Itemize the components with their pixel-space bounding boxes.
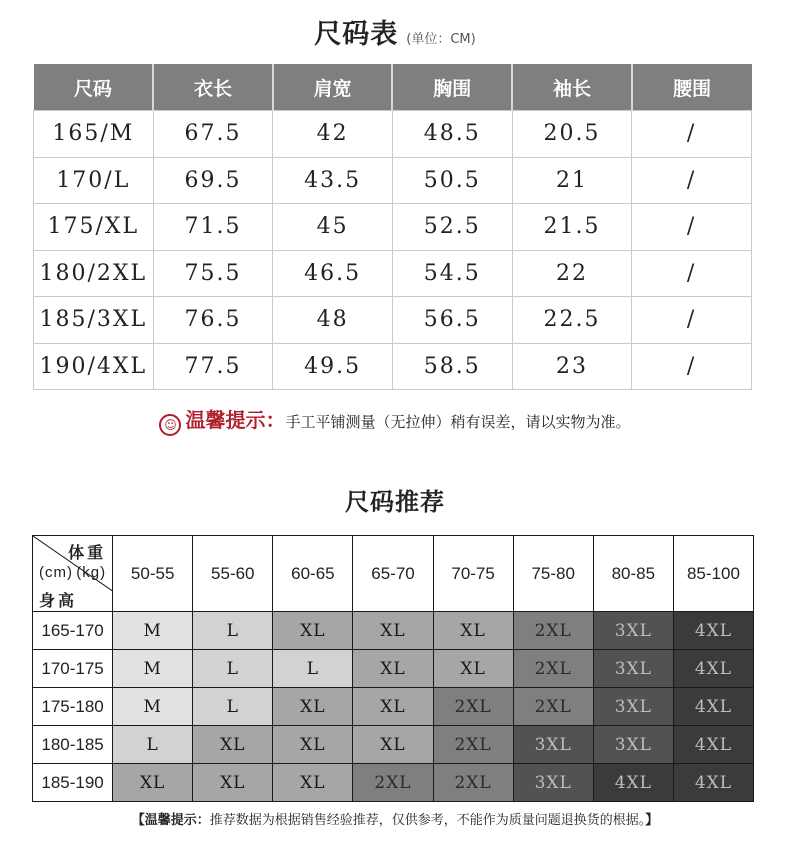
- recommended-size-cell: 4XL: [593, 764, 673, 802]
- height-range-cell: 165-170: [33, 612, 113, 650]
- header-cell: 衣长: [153, 64, 273, 111]
- height-range-cell: 185-190: [33, 764, 113, 802]
- measurement-cell: 77.5: [153, 343, 273, 390]
- tip-label: 温馨提示：: [185, 408, 286, 432]
- measurement-cell: /: [632, 111, 752, 158]
- recommend-row: [33, 688, 754, 726]
- size-label-cell: 180/2XL: [34, 250, 154, 297]
- weight-range-header: 75-80: [513, 536, 593, 612]
- measurement-cell: 71.5: [153, 204, 273, 251]
- recommended-size-cell: 2XL: [353, 764, 433, 802]
- size-row: [34, 250, 752, 297]
- measurement-cell: 50.5: [392, 157, 512, 204]
- measurement-cell: 43.5: [273, 157, 393, 204]
- recommended-size-cell: 3XL: [513, 726, 593, 764]
- measurement-cell: 46.5: [273, 250, 393, 297]
- recommended-size-cell: L: [193, 650, 273, 688]
- weight-range-header: 60-65: [273, 536, 353, 612]
- measurement-cell: 54.5: [392, 250, 512, 297]
- size-row: [34, 157, 752, 204]
- recommended-size-cell: XL: [113, 764, 193, 802]
- recommended-size-cell: XL: [353, 726, 433, 764]
- header-cell: 袖长: [512, 64, 632, 111]
- recommended-size-cell: XL: [353, 612, 433, 650]
- recommend-row: [33, 650, 754, 688]
- recommended-size-cell: 2XL: [513, 650, 593, 688]
- tip2-close: 】: [645, 813, 659, 828]
- recommended-size-cell: XL: [433, 612, 513, 650]
- recommend-row: [33, 612, 754, 650]
- size-row: [34, 204, 752, 251]
- measurement-cell: 52.5: [392, 204, 512, 251]
- measurement-cell: 22: [512, 250, 632, 297]
- weight-range-header: 80-85: [593, 536, 673, 612]
- height-range-cell: 175-180: [33, 688, 113, 726]
- size-chart-header-row: [34, 64, 752, 111]
- recommended-size-cell: 4XL: [673, 650, 753, 688]
- measurement-cell: 42: [273, 111, 393, 158]
- header-cell: 肩宽: [273, 64, 393, 111]
- recommended-size-cell: M: [113, 612, 193, 650]
- recommend-row: [33, 726, 754, 764]
- measurement-cell: 22.5: [512, 297, 632, 344]
- tip-measurement: [0, 404, 790, 436]
- recommend-row: [33, 764, 754, 802]
- corner-cell: [33, 536, 113, 612]
- recommended-size-cell: 2XL: [433, 726, 513, 764]
- measurement-cell: /: [632, 297, 752, 344]
- recommended-size-cell: 4XL: [673, 764, 753, 802]
- size-chart-heading: [0, 12, 790, 51]
- size-row: [34, 343, 752, 390]
- recommended-size-cell: XL: [273, 612, 353, 650]
- recommended-size-cell: 4XL: [673, 726, 753, 764]
- recommended-size-cell: 3XL: [593, 726, 673, 764]
- measurement-cell: 56.5: [392, 297, 512, 344]
- size-recommend-table: [32, 535, 754, 802]
- height-range-cell: 170-175: [33, 650, 113, 688]
- recommended-size-cell: L: [193, 688, 273, 726]
- header-cell: 尺码: [34, 64, 154, 111]
- header-cell: 胸围: [392, 64, 512, 111]
- height-unit: (cm): [39, 564, 73, 581]
- size-row: [34, 297, 752, 344]
- measurement-cell: /: [632, 343, 752, 390]
- measurement-cell: 20.5: [512, 111, 632, 158]
- recommended-size-cell: M: [113, 650, 193, 688]
- tip-recommend: [0, 809, 790, 828]
- measurement-cell: 58.5: [392, 343, 512, 390]
- weight-range-header: 85-100: [673, 536, 753, 612]
- tip2-text: 推荐数据为根据销售经验推荐，仅供参考，不能作为质量问题退换货的根据。: [209, 813, 646, 828]
- smile-icon: ☺: [159, 414, 181, 436]
- weight-range-header: 55-60: [193, 536, 273, 612]
- recommended-size-cell: L: [113, 726, 193, 764]
- measurement-cell: 48.5: [392, 111, 512, 158]
- measurement-cell: 21: [512, 157, 632, 204]
- size-row: [34, 111, 752, 158]
- recommended-size-cell: L: [273, 650, 353, 688]
- size-chart-unit: (单位：CM): [406, 32, 476, 47]
- recommended-size-cell: XL: [193, 726, 273, 764]
- weight-range-header: 50-55: [113, 536, 193, 612]
- size-label-cell: 190/4XL: [34, 343, 154, 390]
- recommended-size-cell: 2XL: [513, 612, 593, 650]
- recommend-header-row: [33, 536, 754, 612]
- measurement-cell: 75.5: [153, 250, 273, 297]
- recommended-size-cell: L: [193, 612, 273, 650]
- size-recommend-body: [33, 536, 754, 802]
- recommended-size-cell: XL: [193, 764, 273, 802]
- recommended-size-cell: 2XL: [433, 764, 513, 802]
- recommended-size-cell: XL: [273, 688, 353, 726]
- recommended-size-cell: XL: [273, 726, 353, 764]
- header-cell: 腰围: [632, 64, 752, 111]
- measurement-cell: /: [632, 157, 752, 204]
- recommended-size-cell: 2XL: [513, 688, 593, 726]
- measurement-cell: 69.5: [153, 157, 273, 204]
- tip2-label: 温馨提示：: [144, 813, 210, 828]
- height-range-cell: 180-185: [33, 726, 113, 764]
- recommended-size-cell: XL: [353, 688, 433, 726]
- recommended-size-cell: XL: [273, 764, 353, 802]
- weight-range-header: 70-75: [433, 536, 513, 612]
- recommended-size-cell: XL: [433, 650, 513, 688]
- recommend-title: 尺码推荐: [345, 488, 445, 516]
- recommended-size-cell: 3XL: [593, 650, 673, 688]
- measurement-cell: 45: [273, 204, 393, 251]
- height-axis-label: 身高: [39, 593, 78, 610]
- measurement-cell: 48: [273, 297, 393, 344]
- measurement-cell: /: [632, 250, 752, 297]
- weight-range-header: 65-70: [353, 536, 433, 612]
- size-label-cell: 165/M: [34, 111, 154, 158]
- size-chart-title: 尺码表: [314, 19, 399, 50]
- recommended-size-cell: 3XL: [593, 688, 673, 726]
- recommended-size-cell: M: [113, 688, 193, 726]
- recommended-size-cell: 3XL: [513, 764, 593, 802]
- recommended-size-cell: 4XL: [673, 688, 753, 726]
- recommended-size-cell: 2XL: [433, 688, 513, 726]
- measurement-cell: 49.5: [273, 343, 393, 390]
- recommended-size-cell: XL: [353, 650, 433, 688]
- measurement-cell: 67.5: [153, 111, 273, 158]
- size-label-cell: 175/XL: [34, 204, 154, 251]
- weight-unit: (kg): [76, 564, 107, 581]
- size-label-cell: 185/3XL: [34, 297, 154, 344]
- recommended-size-cell: 4XL: [673, 612, 753, 650]
- size-chart-table: [33, 64, 752, 390]
- measurement-cell: 76.5: [153, 297, 273, 344]
- measurement-cell: /: [632, 204, 752, 251]
- size-label-cell: 170/L: [34, 157, 154, 204]
- tip-text: 手工平铺测量（无拉伸）稍有误差，请以实物为准。: [285, 413, 631, 431]
- measurement-cell: 21.5: [512, 204, 632, 251]
- size-chart-body: [34, 111, 752, 390]
- measurement-cell: 23: [512, 343, 632, 390]
- weight-axis-label: 体重: [68, 545, 107, 562]
- tip2-open: 【: [131, 813, 145, 828]
- recommended-size-cell: 3XL: [593, 612, 673, 650]
